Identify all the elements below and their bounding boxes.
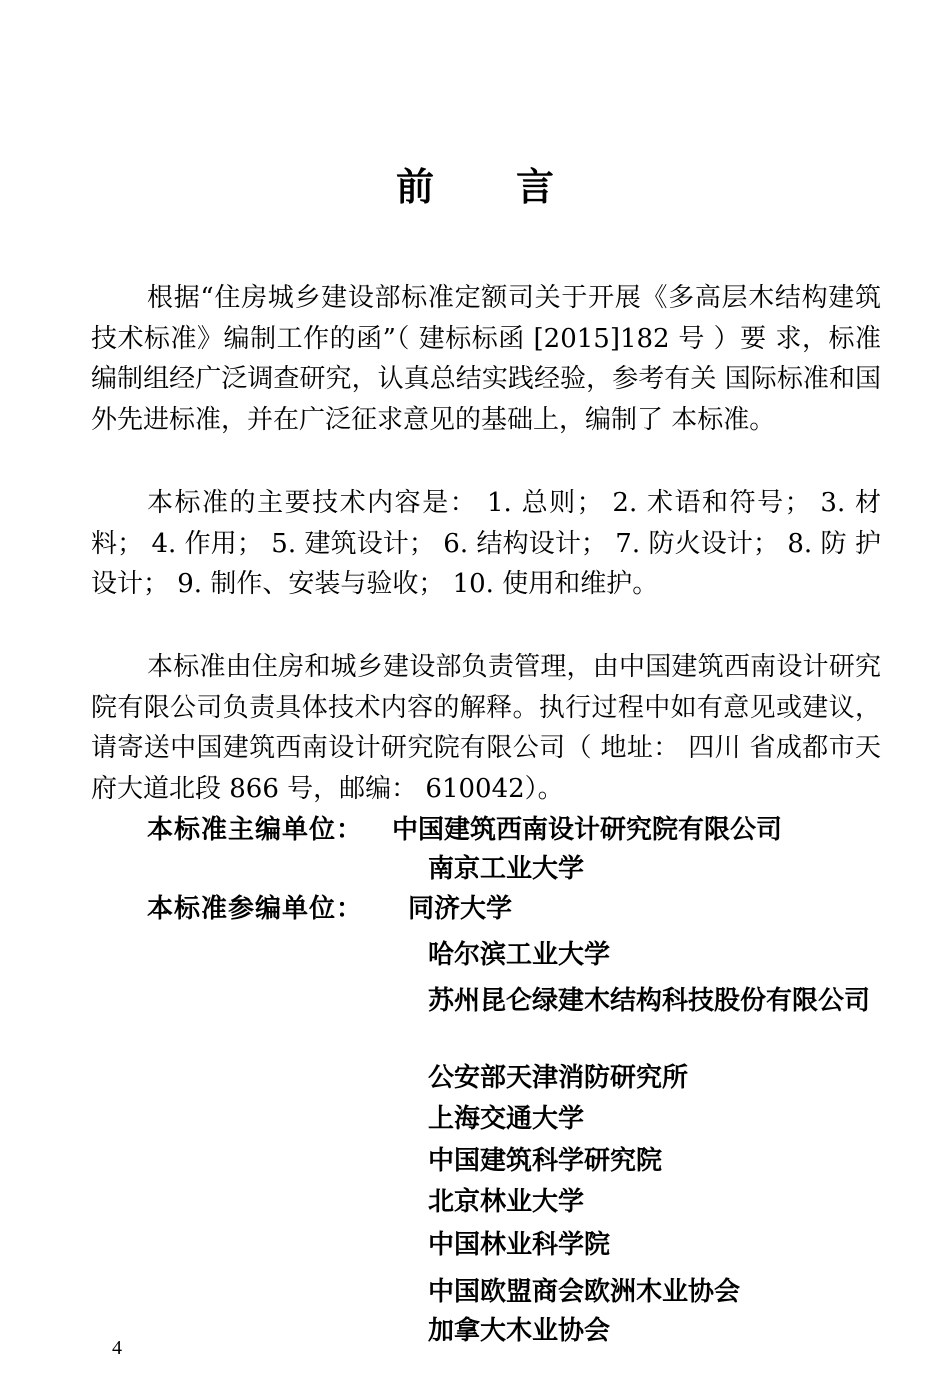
participating-unit-3: 苏州昆仑绿建木结构科技股份有限公司 [428,986,871,1016]
chief-unit-2: 南京工业大学 [428,854,585,884]
participating-unit-6: 中国建筑科学研究院 [428,1146,663,1176]
participating-units-label: 本标准参编单位： [147,894,364,924]
participating-unit-8: 中国林业科学院 [428,1230,611,1260]
participating-unit-2: 哈尔滨工业大学 [428,940,611,970]
page-title: 前言 [395,164,636,209]
participating-unit-5: 上海交通大学 [428,1104,585,1134]
preface-paragraph-3: 本标准由住房和城乡建设部负责管理，由中国建筑西南设计研究院有限公司负责具体技术内容的解释。执行过程中如有意见或建议，请寄送中国建筑西南设计研究院有限公司（ 地址： 四川 省成都市天府大道北段 866 号，邮编： 610042）。 [91,652,881,804]
chief-units-label: 本标准主编单位： [147,815,364,845]
participating-unit-7: 北京林业大学 [428,1187,585,1217]
participating-unit-4: 公安部天津消防研究所 [428,1063,689,1093]
preface-paragraph-2: 本标准的主要技术内容是： 1. 总则； 2. 术语和符号； 3. 材 料； 4. 作用； 5. 建筑设计； 6. 结构设计； 7. 防火设计； 8. 防 护设计； 9. 制作、安装与验收； 10. 使用和维护。 [91,488,881,599]
page-number: 4 [112,1337,122,1359]
preface-paragraph-1: 根据“住房城乡建设部标准定额司关于开展《多高层木结构建筑技术标准》编制工作的函”（ 建标标函 [2015]182 号 ）要 求，标准编制组经广泛调查研究，认真总结实践经验，参考有关 国际标准和国外先进标准，并在广泛征求意见的基础上，编制了 本标准。 [91,283,881,435]
participating-unit-1: 同济大学 [408,894,513,924]
chief-unit-1: 中国建筑西南设计研究院有限公司 [392,815,783,845]
participating-unit-10: 加拿大木业协会 [428,1316,611,1346]
participating-unit-9: 中国欧盟商会欧洲木业协会 [428,1277,741,1307]
